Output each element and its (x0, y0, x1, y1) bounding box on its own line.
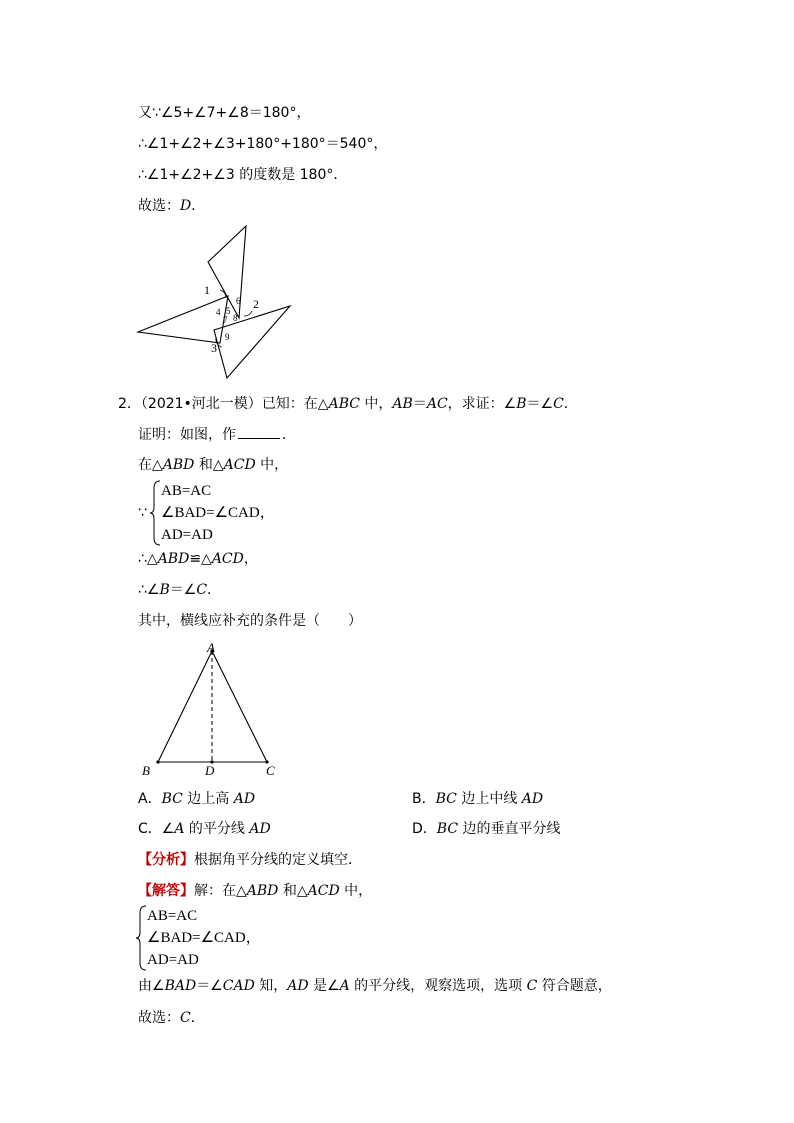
solution-text: 由∠ (138, 978, 165, 994)
question-stem (118, 394, 578, 414)
option-var: BC (161, 791, 183, 807)
proof-line (138, 580, 221, 600)
option-var: BC (436, 821, 459, 837)
option-letter: C．∠ (138, 821, 175, 837)
proof-text: 和△ (194, 457, 224, 473)
proof-text: ， (243, 551, 258, 567)
fill-blank (238, 426, 280, 439)
stem-var: ABC (328, 396, 360, 412)
question-number: 2． (118, 396, 141, 412)
system-row: AB=AC (161, 483, 212, 499)
solution-text: 中， (339, 883, 373, 899)
proof-var: ACD (211, 551, 244, 567)
solution-var: C (526, 978, 538, 994)
because-text: ∵ (138, 505, 147, 521)
option-d[interactable] (412, 819, 561, 839)
triangle-abc-figure (135, 640, 285, 780)
question-source: （2021•河北一模） (140, 396, 262, 412)
solution-text: 是∠ (308, 978, 340, 994)
proof-line (138, 549, 258, 569)
answer-suffix: ． (190, 1010, 205, 1026)
proof-var: ABD (157, 551, 190, 567)
stem-var: C (553, 396, 564, 412)
prompt-text: 其中，横线应补充的条件是（ ） (138, 613, 362, 629)
option-c[interactable] (138, 819, 271, 839)
figure1-label: 3 (211, 341, 217, 355)
left-triangle (138, 296, 228, 343)
angle-arc-2 (244, 311, 252, 316)
stem-var: AB (392, 396, 413, 412)
figure1-label: 4 (216, 307, 221, 317)
vertex-label: B (142, 763, 150, 778)
solution-text: 解：在△ (194, 883, 247, 899)
option-a[interactable] (138, 789, 255, 809)
proof-text: ∴∠ (138, 582, 160, 598)
option-letter: D． (412, 821, 437, 837)
option-text: 的平分线 (184, 821, 250, 837)
final-answer (138, 1008, 205, 1028)
figure1-label: 2 (253, 297, 259, 311)
proof-line (138, 455, 288, 475)
option-var: A (174, 821, 185, 837)
figure1-label: 7 (223, 315, 228, 325)
solution-var: BAD (164, 978, 197, 994)
option-var: AD (233, 791, 256, 807)
stem-text: ＝∠ (526, 396, 554, 412)
answer-prefix: 故选： (138, 198, 180, 214)
solution-var: ABD (246, 883, 279, 899)
option-text: 边的垂直平分线 (458, 821, 561, 837)
answer-prefix: 故选： (138, 1010, 180, 1026)
answer-letter: D (180, 198, 192, 214)
stem-var: AC (426, 396, 448, 412)
because-symbol (138, 503, 147, 523)
system-row: AD=AD (161, 527, 213, 543)
system-row: AD=AD (147, 952, 199, 968)
option-text: 边上中线 (456, 791, 522, 807)
system-row: AB=AC (147, 908, 198, 924)
solution-var: ACD (307, 883, 340, 899)
equation-text: ∴∠1+∠2+∠3 的度数是 180°． (138, 167, 348, 183)
text-line (138, 103, 310, 123)
stem-text: 中， (359, 396, 393, 412)
equation-system (150, 480, 290, 546)
option-var: AD (249, 821, 271, 837)
proof-text: 证明：如图，作 (138, 427, 236, 443)
analysis-tag: 【分析】 (138, 852, 194, 868)
vertex-label: A (207, 640, 215, 655)
solution-text: 知， (254, 978, 288, 994)
proof-text: 在△ (138, 457, 163, 473)
equation-system (136, 905, 276, 971)
pinwheel-triangles-figure (130, 220, 310, 385)
proof-var: ACD (223, 457, 256, 473)
point-b (156, 760, 159, 763)
answer-letter: C (180, 1010, 191, 1026)
solution-var: A (339, 978, 350, 994)
solution-var: CAD (222, 978, 255, 994)
stem-text: ＝ (412, 396, 427, 412)
solution-text: ＝∠ (196, 978, 223, 994)
solution-conclusion (138, 976, 612, 996)
equation-text: ∴∠1+∠2+∠3+180°+180°＝540°， (138, 136, 388, 152)
solution-tag: 【解答】 (138, 883, 194, 899)
proof-var: B (159, 582, 170, 598)
analysis-section (138, 850, 362, 870)
answer-line (138, 196, 205, 216)
proof-text: ． (207, 582, 222, 598)
proof-text: ． (282, 427, 296, 443)
vertex-label: D (205, 763, 215, 778)
solution-text: 符合题意， (537, 978, 612, 994)
figure1-label: 5 (226, 306, 231, 316)
vertex-label: C (266, 763, 275, 778)
option-letter: B． (412, 791, 436, 807)
stem-text: 已知：在△ (261, 396, 329, 412)
solution-text: 和△ (278, 883, 308, 899)
figure1-label: 8 (233, 313, 238, 323)
text-line (138, 165, 347, 185)
stem-text: ，求证：∠ (447, 396, 517, 412)
proof-text: 中， (255, 457, 289, 473)
proof-text: ∴△ (138, 551, 158, 567)
equation-text: 又∵∠5+∠7+∠8＝180°， (138, 105, 311, 121)
analysis-text: 根据角平分线的定义填空． (194, 852, 362, 868)
option-text: 边上高 (182, 791, 234, 807)
option-var: BC (435, 791, 457, 807)
solution-section (138, 881, 372, 901)
figure1-label: 6 (236, 296, 241, 306)
option-var: AD (521, 791, 544, 807)
proof-var: ABD (162, 457, 195, 473)
system-row: ∠BAD=∠CAD， (161, 505, 275, 521)
proof-text: ＝∠ (169, 582, 197, 598)
option-letter: A． (138, 791, 162, 807)
figure1-label: 9 (225, 332, 230, 342)
system-row: ∠BAD=∠CAD， (147, 930, 261, 946)
solution-var: AD (287, 978, 309, 994)
stem-text: ． (563, 396, 578, 412)
question-prompt (138, 611, 362, 631)
text-line (138, 134, 387, 154)
stem-var: B (516, 396, 527, 412)
proof-var: C (196, 582, 208, 598)
solution-text: 的平分线，观察选项，选项 (349, 978, 527, 994)
proof-text: ≌△ (189, 551, 212, 567)
proof-intro (138, 425, 296, 445)
option-b[interactable] (412, 789, 543, 809)
answer-suffix: ． (191, 198, 206, 214)
figure1-label: 1 (204, 283, 210, 297)
